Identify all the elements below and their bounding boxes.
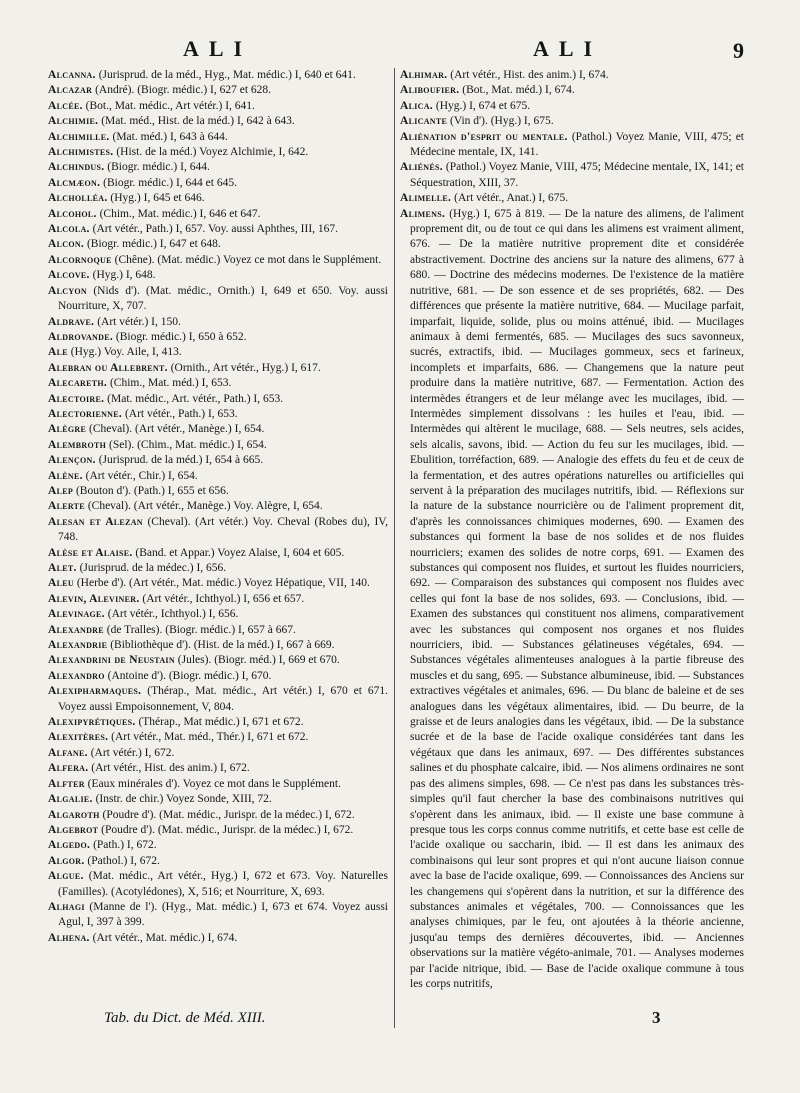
- index-entry: [48, 730, 388, 745]
- index-entry: [48, 315, 388, 330]
- entry-headword: Aleu: [48, 577, 74, 590]
- entry-headword: Alègre: [48, 423, 87, 436]
- index-entry: [48, 237, 388, 252]
- index-entry: [48, 576, 388, 591]
- entry-headword: Alesan et Alezan: [48, 515, 143, 528]
- running-head-left: ALI: [183, 36, 253, 61]
- entry-body: (Jurisprud. de la méd., Hyg., Mat. médic.) I, 640 et 641.: [98, 69, 356, 81]
- index-entry: [48, 869, 388, 900]
- entry-body: (Art vétér., Path.) I, 657. Voy. aussi Aphthes, III, 167.: [92, 223, 339, 236]
- entry-body: (Art vétér., Chir.) I, 654.: [85, 469, 198, 482]
- entry-body: (Hist. de la méd.) Voyez Alchimie, I, 642.: [116, 146, 309, 159]
- entry-headword: Alevinage.: [48, 608, 105, 621]
- entry-headword: Alectoire.: [48, 392, 105, 405]
- left-column: [48, 68, 388, 946]
- entry-headword: Algalie.: [48, 793, 93, 806]
- entry-body: (Art vétér.) I, 672.: [90, 746, 175, 759]
- entry-body: (Art vétér., Anat.) I, 675.: [454, 192, 569, 205]
- index-entry: [48, 746, 388, 761]
- entry-body: (Band. et Appar.) Voyez Alaise, I, 604 et 605.: [135, 546, 345, 559]
- entry-body: (Mat. méd., Hist. de la méd.) I, 642 à 643.: [101, 115, 295, 128]
- right-column: [400, 68, 744, 992]
- entry-body: (Pathol.) Voyez Manie, VIII, 475; et Médecine mentale, IX, 141.: [410, 130, 745, 159]
- index-entry: [48, 130, 388, 145]
- entry-body: (Pathol.) Voyez Manie, VIII, 475; Médecine mentale, IX, 141; et Séquestration, XIII, 37.: [410, 161, 744, 189]
- entry-body: (Bouton d'). (Path.) I, 655 et 656.: [75, 484, 229, 497]
- entry-body: (Thérap., Mat médic.) I, 671 et 672.: [138, 716, 304, 729]
- entry-body: (Cheval). (Art vétér.) Voy. Cheval (Robes du), IV, 748.: [58, 515, 389, 544]
- entry-headword: Alfter: [48, 777, 85, 790]
- entry-body: (Hyg.) I, 648.: [92, 269, 156, 282]
- page-number: 9: [733, 38, 744, 63]
- index-entry: [48, 931, 388, 946]
- entry-body: (Mat. médic., Art. vétér., Path.) I, 653.: [107, 392, 284, 405]
- entry-body: (Biogr. médic.) I, 647 et 648.: [86, 238, 221, 251]
- entry-headword: Alimens.: [400, 207, 446, 220]
- index-entry: [48, 361, 388, 376]
- index-entry: [48, 854, 388, 869]
- entry-body: (Bibliothèque d'). (Hist. de la méd.) I, 667 à 669.: [110, 639, 335, 652]
- index-entry: [48, 145, 388, 160]
- entry-headword: Algedo.: [48, 839, 91, 852]
- index-entry: [48, 653, 388, 668]
- index-entry: [48, 761, 388, 776]
- index-entry: [400, 68, 744, 83]
- entry-headword: Alerte: [48, 500, 85, 513]
- entry-headword: Alcyon: [48, 284, 87, 297]
- entry-body: (Mat. méd.) I, 643 à 644.: [112, 130, 228, 143]
- entry-headword: Alexipyrétiques.: [48, 716, 136, 729]
- index-entry: [48, 777, 388, 792]
- entry-body: (Pathol.) I, 672.: [87, 854, 160, 867]
- index-entry: [48, 268, 388, 283]
- index-entry: [48, 561, 388, 576]
- index-entry: [48, 330, 388, 345]
- index-entry: [48, 191, 388, 206]
- entry-body: (Art vétér., Ichthyol.) I, 656 et 657.: [142, 592, 305, 605]
- entry-body: (Sel). (Chim., Mat. médic.) I, 654.: [109, 438, 267, 451]
- entry-headword: Aliénation d'esprit ou mentale.: [400, 130, 568, 143]
- entry-body: (Biogr. médic.) I, 644 et 645.: [103, 176, 237, 189]
- index-entry: [48, 484, 388, 499]
- index-entry: [48, 222, 388, 237]
- entry-headword: Algebrot: [48, 823, 99, 836]
- entry-body: (Cheval). (Art vétér., Manège.) I, 654.: [89, 423, 265, 436]
- entry-body: (Antoine d'). (Biogr. médic.) I, 670.: [107, 669, 272, 682]
- entry-body: (Path.) I, 672.: [93, 839, 157, 852]
- index-entry: [48, 792, 388, 807]
- entry-headword: Alcholléa.: [48, 192, 108, 205]
- entry-headword: Alcohol.: [48, 207, 97, 220]
- entry-headword: Alica.: [400, 99, 433, 112]
- entry-headword: Alexipharmaques.: [48, 685, 142, 698]
- entry-headword: Alep: [48, 484, 74, 497]
- entry-headword: Alexandre: [48, 623, 104, 636]
- entry-body: (Instr. de chir.) Voyez Sonde, XIII, 72.: [95, 793, 272, 806]
- index-entry: [48, 422, 388, 437]
- entry-body: (Chêne). (Mat. médic.) Voyez ce mot dans le Supplément.: [114, 253, 382, 266]
- running-head-right: ALI: [533, 36, 603, 61]
- index-entry: [48, 68, 388, 83]
- entry-headword: Alhena.: [48, 931, 90, 944]
- entry-body: (Hyg.) I, 645 et 646.: [110, 192, 205, 205]
- index-entry: [48, 376, 388, 391]
- index-entry: [48, 392, 388, 407]
- entry-headword: Alhimar.: [400, 69, 448, 81]
- index-entry: [48, 684, 388, 715]
- entry-body: (Jurisprud. de la méd.) I, 654 à 665.: [98, 454, 264, 467]
- entry-headword: Alcon.: [48, 238, 85, 251]
- entry-body: (Art vétér., Mat. médic.) I, 674.: [92, 931, 238, 944]
- entry-headword: Alcanna.: [48, 69, 96, 81]
- entry-headword: Alèse et Alaise.: [48, 546, 133, 559]
- entry-body: (Poudre d'). (Mat. médic., Jurispr. de la médec.) I, 672.: [102, 808, 355, 821]
- entry-body: (Art vétér., Mat. méd., Thér.) I, 671 et 672.: [111, 731, 309, 744]
- entry-body: (de Tralles). (Biogr. médic.) I, 657 à 667.: [106, 623, 296, 636]
- entry-body: (André). (Biogr. médic.) I, 627 et 628.: [95, 84, 272, 97]
- entry-headword: Aldrave.: [48, 315, 95, 328]
- entry-body: (Art vétér.) I, 150.: [97, 315, 181, 328]
- entry-headword: Alicante: [400, 115, 448, 128]
- entry-headword: Alençon.: [48, 454, 96, 467]
- entry-headword: Alcazar: [48, 84, 93, 97]
- entry-headword: Alchimistes.: [48, 146, 114, 159]
- index-entry: [48, 407, 388, 422]
- footer-title: Tab. du Dict. de Méd. XIII.: [104, 1010, 266, 1026]
- entry-body: (Jurisprud. de la médec.) I, 656.: [79, 562, 227, 574]
- entry-headword: Alembroth: [48, 438, 107, 451]
- entry-headword: Alet.: [48, 562, 77, 574]
- entry-body: (Art vétér., Hist. des anim.) I, 672.: [91, 762, 250, 775]
- index-entry: [400, 99, 744, 114]
- index-entry: [48, 623, 388, 638]
- entry-headword: Algor.: [48, 854, 85, 867]
- entry-headword: Alectorienne.: [48, 407, 123, 420]
- entry-body: (Hyg.) I, 674 et 675.: [435, 99, 531, 112]
- entry-body: (Poudre d'). (Mat. médic., Jurispr. de la médec.) I, 672.: [101, 823, 354, 836]
- entry-body: (Manne de l'). (Hyg., Mat. médic.) I, 673 et 674. Voyez aussi Agul, I, 397 à 399.: [58, 900, 389, 929]
- entry-headword: Aliénés.: [400, 161, 443, 174]
- entry-body: (Jules). (Biogr. méd.) I, 669 et 670.: [177, 654, 340, 667]
- entry-headword: Alhagi: [48, 900, 85, 913]
- entry-headword: Algaroth: [48, 808, 100, 821]
- entry-body: (Art vétér., Path.) I, 653.: [124, 407, 238, 420]
- index-entry: [48, 838, 388, 853]
- entry-headword: Alecareth.: [48, 377, 108, 390]
- index-entry: [48, 607, 388, 622]
- entry-body: (Hyg.) I, 675 à 819. — De la nature des alimens, de l'aliment proprement dit, ou de tout ce qui dans les alimens est vraiment aliment, 676. — De la matière nutritive proprement dite et considérée abstractivement. Doctrine des anciens sur la nature des alimens, 677 à 680. — Doctrine des médecins modernes. De l'existence de la matière nutritive, 681. — De son essence et de ses propriétés, 682. — Des différences que présente la matière nutritive, 684. — Mucilage parfait, imparfait, liquide, solide, plus ou moins atténué, ibid. — Mucilages animaux à demi fermentés, 685. — Mucilages des sucs savonneux, sucrés, extractifs, ibid. — Mucilages gommeux, secs et farineux, incomplets et imparfaits, 686. — Changemens que la nature peut produire dans la matière nutritive, 687. — Fermentation. Action des intermèdes étrangers et de leur mélange avec les mucilages, ibid. — Intermèdes simplement dissolvans : les huiles et l'eau, ibid. — Intermèdes qui altèrent le mucilage, 688. — Sels neutres, sels acides, sels alcalis, savons, ibid. — Action du feu sur les mucilages, ibid. — Ebulition, torréfaction, 689. — Analogie des effets du feu et de ceux de la fermentation, et des autres opérations naturelles ou artificielles qui servent à la préparation des mucilages nutritifs, ibid. — Réflexions sur la nature de la substance nourricière ou de l'aliment proprement dit, d'après les connoissances chimiques modernes, 690. — Examen des substances qui forment la base de nos solides et de nos fluides nourriciers; examen des solides de notre corps, 691. — Examen des substances qui composent nos fluides, et surtout les fluides nourriciers, 692. — Comparaison des substances qui composent nos fluides avec celles qui font la base de nos solides, 693. — Conclusions, ibid. — Examen des substances qui constituent nos alimens, comparativement avec les substances qui composent nos organes et nos fluides nourriciers, ibid. — Substances gélatineuses végétales, 694. — Substances végétales alimenteuses analogues à la partie fibreuse des muscles et du sang, 695. — Substance albumineuse, ibid. — Substances extractives végétales et animales, 696. — Du blanc de baleine et de ses analogues dans les végétaux alimentaires, ibid. — Du beurre, de la graisse et de leurs analogies dans les végétaux, ibid. — De la substance sucrée et de la base de l'acide oxalique considérées tant dans les végétaux que dans les animaux, 697. — Des différentes substances salines et du phosphate calcaire, ibid. — Nos alimens ordinaires ne sont pas des alimens simples, 698. — Ce n'est pas dans les substances très-simples qu'il faut chercher la base des combinaisons nutritives qui s'opèrent dans les animaux, ibid. — Il existe une base commune à presque tous les corps connus comme nutritifs, et cette base est celle de l'acide oxalique ou saccharin, ibid. — Il est dans les animaux des combinaisons qui leur sont propres et qui n'ont aucune liaison connue avec la base de l'acide oxalique, 699. — Connoissances des Anciens sur les changemens qui s'opèrent dans la nutrition, et sur la différence des substances animales et végétales, 700. — Connoissances que les analyses chimiques, par le feu, ont ajoutées à la théorie ancienne, jusqu'au temps des dernières découvertes, ibid. — Anciennes observations sur la matière végéto-animale, 701. — Analyses modernes par l'acide nitrique, ibid. — Base de l'acide oxalique commune à tous les corps nutritifs,: [410, 207, 744, 990]
- index-entry: [48, 114, 388, 129]
- entry-headword: Alchindus.: [48, 161, 105, 174]
- index-entry: [48, 176, 388, 191]
- entry-body: (Chim., Mat. méd.) I, 653.: [109, 377, 232, 390]
- entry-body: (Ornith., Art vétér., Hyg.) I, 617.: [170, 361, 321, 374]
- entry-headword: Alexandrini de Neustain: [48, 654, 175, 667]
- entry-body: (Biogr. médic.) I, 650 à 652.: [115, 330, 247, 343]
- column-divider: [394, 68, 395, 1028]
- entry-headword: Alexandro: [48, 669, 105, 682]
- index-entry: [48, 99, 388, 114]
- index-entry: [48, 592, 388, 607]
- entry-body: (Hyg.) Voy. Aile, I, 413.: [70, 346, 182, 359]
- index-entry: [48, 469, 388, 484]
- index-entry: [400, 114, 744, 129]
- entry-body: (Cheval). (Art vétér., Manège.) Voy. Alègre, I, 654.: [87, 500, 323, 513]
- index-entry: [48, 453, 388, 468]
- entry-headword: Alexandrie: [48, 639, 108, 652]
- index-entry: [400, 83, 744, 98]
- index-entry: [48, 207, 388, 222]
- index-entry: [48, 515, 388, 546]
- index-entry: [48, 546, 388, 561]
- entry-headword: Algue.: [48, 870, 84, 883]
- entry-body: (Vin d'). (Hyg.) I, 675.: [450, 115, 554, 128]
- entry-headword: Alcola.: [48, 223, 90, 236]
- index-entry: [48, 638, 388, 653]
- entry-body: (Eaux minérales d'). Voyez ce mot dans le Supplément.: [87, 777, 341, 790]
- entry-headword: Alexitères.: [48, 731, 109, 744]
- index-entry: [400, 160, 744, 191]
- index-entry: [48, 253, 388, 268]
- entry-headword: Alfera.: [48, 762, 89, 775]
- entry-headword: Alcée.: [48, 99, 83, 112]
- entry-headword: Alcornoque: [48, 253, 112, 266]
- entry-headword: Alfane.: [48, 746, 88, 759]
- index-entry: [48, 900, 388, 931]
- entry-body: (Art vétér., Ichthyol.) I, 656.: [107, 608, 239, 621]
- index-entry: [48, 345, 388, 360]
- index-entry: [48, 438, 388, 453]
- index-entry: [400, 130, 744, 161]
- index-entry: [48, 808, 388, 823]
- entry-headword: Alène.: [48, 469, 83, 482]
- entry-body: (Bot., Mat. méd.) I, 674.: [462, 84, 575, 97]
- entry-headword: Alcmæon.: [48, 176, 101, 189]
- index-entry: [48, 160, 388, 175]
- index-entry: [48, 823, 388, 838]
- entry-body: (Thérap., Mat. médic., Art vétér.) I, 670 et 671. Voyez aussi Empoisonnement, V, 804.: [58, 685, 388, 713]
- signature-mark: 3: [652, 1008, 661, 1027]
- entry-body: (Herbe d'). (Art vétér., Mat. médic.) Voyez Hépatique, VII, 140.: [76, 577, 370, 590]
- entry-body: (Chim., Mat. médic.) I, 646 et 647.: [99, 207, 261, 220]
- entry-headword: Ale: [48, 346, 68, 359]
- index-entry: [48, 83, 388, 98]
- entry-body: (Bot., Mat. médic., Art vétér.) I, 641.: [85, 99, 255, 112]
- entry-body: (Biogr. médic.) I, 644.: [107, 161, 210, 174]
- index-entry: [400, 191, 744, 206]
- index-entry: [48, 499, 388, 514]
- entry-body: (Mat. médic., Art vétér., Hyg.) I, 672 et 673. Voy. Naturelles (Familles). (Acotylédones), X, 516; et Nourriture, X, 693.: [58, 870, 389, 898]
- entry-body: (Art vétér., Hist. des anim.) I, 674.: [450, 69, 609, 81]
- index-entry: [48, 284, 388, 315]
- entry-headword: Alchimille.: [48, 130, 110, 143]
- index-entry: [48, 669, 388, 684]
- entry-headword: Aliboufier.: [400, 84, 460, 97]
- entry-headword: Alebran ou Allebrent.: [48, 361, 168, 374]
- entry-headword: Aldrovande.: [48, 330, 114, 343]
- entry-body: (Nids d'). (Mat. médic., Ornith.) I, 649 et 650. Voy. aussi Nourriture, X, 707.: [58, 284, 389, 313]
- index-entry: [48, 715, 388, 730]
- index-entry: [400, 207, 744, 993]
- entry-headword: Alimelle.: [400, 192, 452, 205]
- entry-headword: Alcove.: [48, 269, 90, 282]
- entry-headword: Alchimie.: [48, 115, 99, 128]
- entry-headword: Alevin, Aleviner.: [48, 592, 140, 605]
